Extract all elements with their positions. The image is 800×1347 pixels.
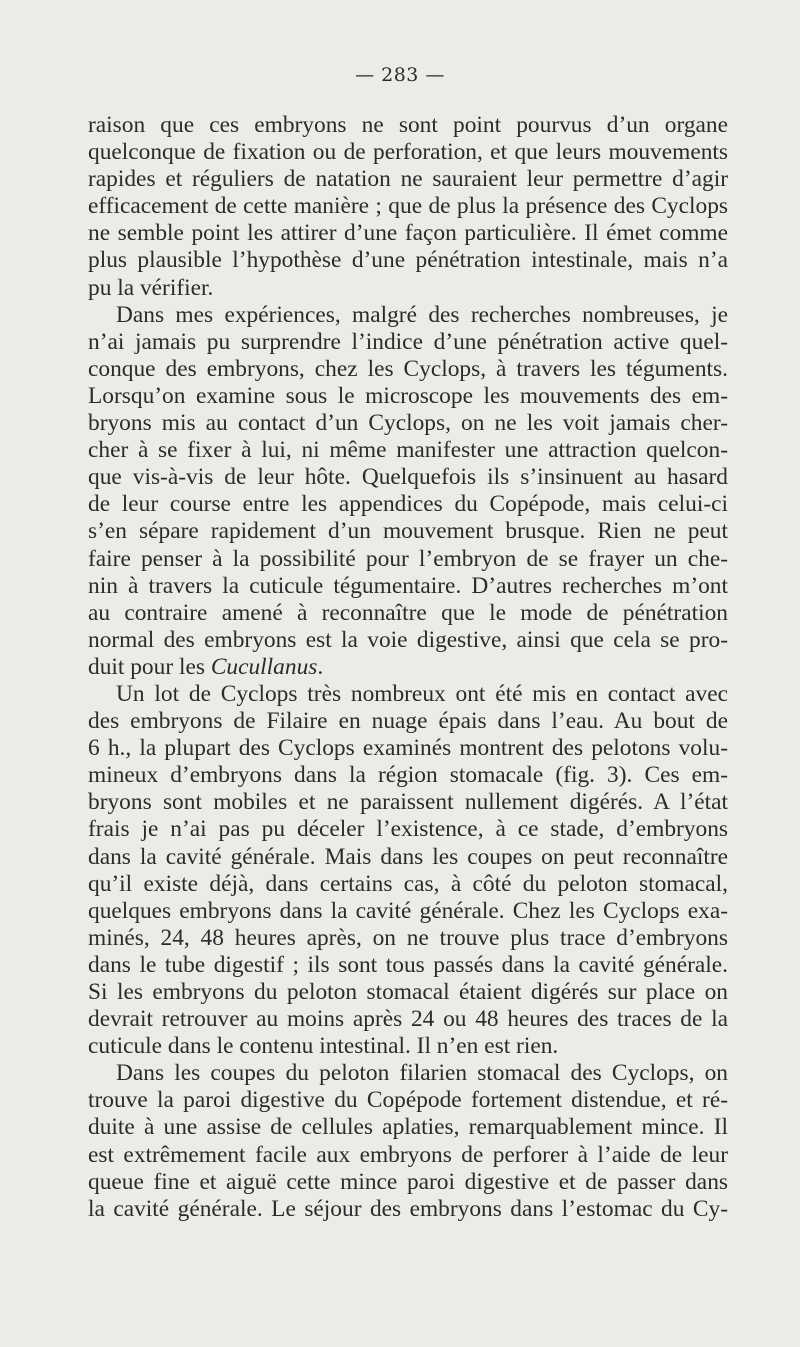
text-line: qu’il existe déjà, dans certains cas, à côté du peloton stomacal, — [88, 870, 728, 897]
text-line: faire penser à la possibilité pour l’embryon de se frayer un che- — [88, 545, 728, 572]
text-line: au contraire amené à reconnaître que le mode de pénétration — [88, 599, 728, 626]
text-line: Dans les coupes du peloton filarien stomacal des Cyclops, on — [116, 1060, 728, 1087]
text-line: Un lot de Cyclops très nombreux ont été mis en contact avec — [116, 680, 728, 707]
text-line: est extrêmement facile aux embryons de perforer à l’aide de leur — [88, 1141, 728, 1168]
text-line: que vis-à-vis de leur hôte. Quelquefois ils s’insinuent au hasard — [88, 464, 728, 491]
text-line: 6 h., la plupart des Cyclops examinés montrent des pelotons volu- — [88, 735, 728, 762]
text-fragment: . — [317, 653, 324, 680]
text-line: la cavité générale. Le séjour des embryons dans l’estomac du Cy- — [88, 1195, 728, 1222]
text-line: raison que ces embryons ne sont point pourvus d’un organe — [88, 112, 728, 138]
text-line: queue fine et aiguë cette mince paroi digestive et de passer dans — [88, 1168, 728, 1195]
text-line: efficacement de cette manière ; que de plus la présence des Cyclops — [88, 193, 728, 220]
page-number: — 283 — — [355, 64, 445, 86]
paragraph — [88, 112, 728, 302]
text-line: trouve la paroi digestive du Copépode fortement distendue, et ré- — [88, 1087, 728, 1114]
text-line: normal des embryons est la voie digestive, ainsi que cela se pro- — [88, 626, 728, 653]
text-line: mineux d’embryons dans la région stomacale (fig. 3). Ces em- — [88, 762, 728, 789]
text-line: pu la vérifier. — [88, 274, 214, 301]
text-line: bryons mis au contact d’un Cyclops, on ne les voit jamais cher- — [88, 410, 728, 437]
text-line: n’ai jamais pu surprendre l’indice d’une pénétration active quel- — [88, 328, 728, 355]
text-fragment: duit pour les — [88, 653, 205, 680]
text-line: plus plausible l’hypothèse d’une pénétration intestinale, mais n’a — [88, 247, 728, 274]
paragraph — [88, 681, 728, 1060]
text-line: frais je n’ai pas pu déceler l’existence, à ce stade, d’embryons — [88, 816, 728, 843]
text-line: s’en sépare rapidement d’un mouvement brusque. Rien ne peut — [88, 518, 728, 545]
text-line — [88, 654, 728, 681]
text-line: quelconque de fixation ou de perforation, et que leurs mouvements — [88, 139, 728, 166]
text-line: cuticule dans le contenu intestinal. Il n’en est rien. — [88, 1033, 559, 1060]
text-line: bryons sont mobiles et ne paraissent nullement digérés. A l’état — [88, 789, 728, 816]
text-line: Si les embryons du peloton stomacal étaient digérés sur place on — [88, 979, 728, 1005]
text-line: quelques embryons dans la cavité générale. Chez les Cyclops exa- — [88, 897, 728, 924]
body-text — [88, 112, 728, 1223]
text-line: minés, 24, 48 heures après, on ne trouve plus trace d’embryons — [88, 924, 728, 951]
taxon-name: Cucullanus — [210, 653, 318, 680]
text-line: Dans mes expériences, malgré des recherches nombreuses, je — [116, 301, 728, 328]
text-line: cher à se fixer à lui, ni même manifester une attraction quelcon- — [88, 437, 728, 464]
text-line: Lorsqu’on examine sous le microscope les mouvements des em- — [88, 382, 728, 409]
text-line: de leur course entre les appendices du Copépode, mais celui-ci — [88, 491, 728, 518]
text-line: dans la cavité générale. Mais dans les coupes on peut reconnaître — [88, 843, 728, 870]
text-line: nin à travers la cuticule tégumentaire. D’autres recherches m’ont — [88, 572, 728, 599]
text-line: conque des embryons, chez les Cyclops, à travers les téguments. — [88, 355, 728, 382]
paragraph — [88, 302, 728, 681]
text-line: rapides et réguliers de natation ne sauraient leur permettre d’agir — [88, 166, 728, 193]
text-line: ne semble point les attirer d’une façon particulière. Il émet comme — [88, 220, 728, 247]
text-line: devrait retrouver au moins après 24 ou 48 heures des traces de la — [88, 1006, 728, 1033]
text-line: duite à une assise de cellules aplaties, remarquablement mince. Il — [88, 1114, 728, 1141]
text-line: dans le tube digestif ; ils sont tous passés dans la cavité générale. — [88, 951, 728, 978]
paragraph — [88, 1060, 728, 1223]
text-line: des embryons de Filaire en nuage épais dans l’eau. Au bout de — [88, 708, 728, 735]
